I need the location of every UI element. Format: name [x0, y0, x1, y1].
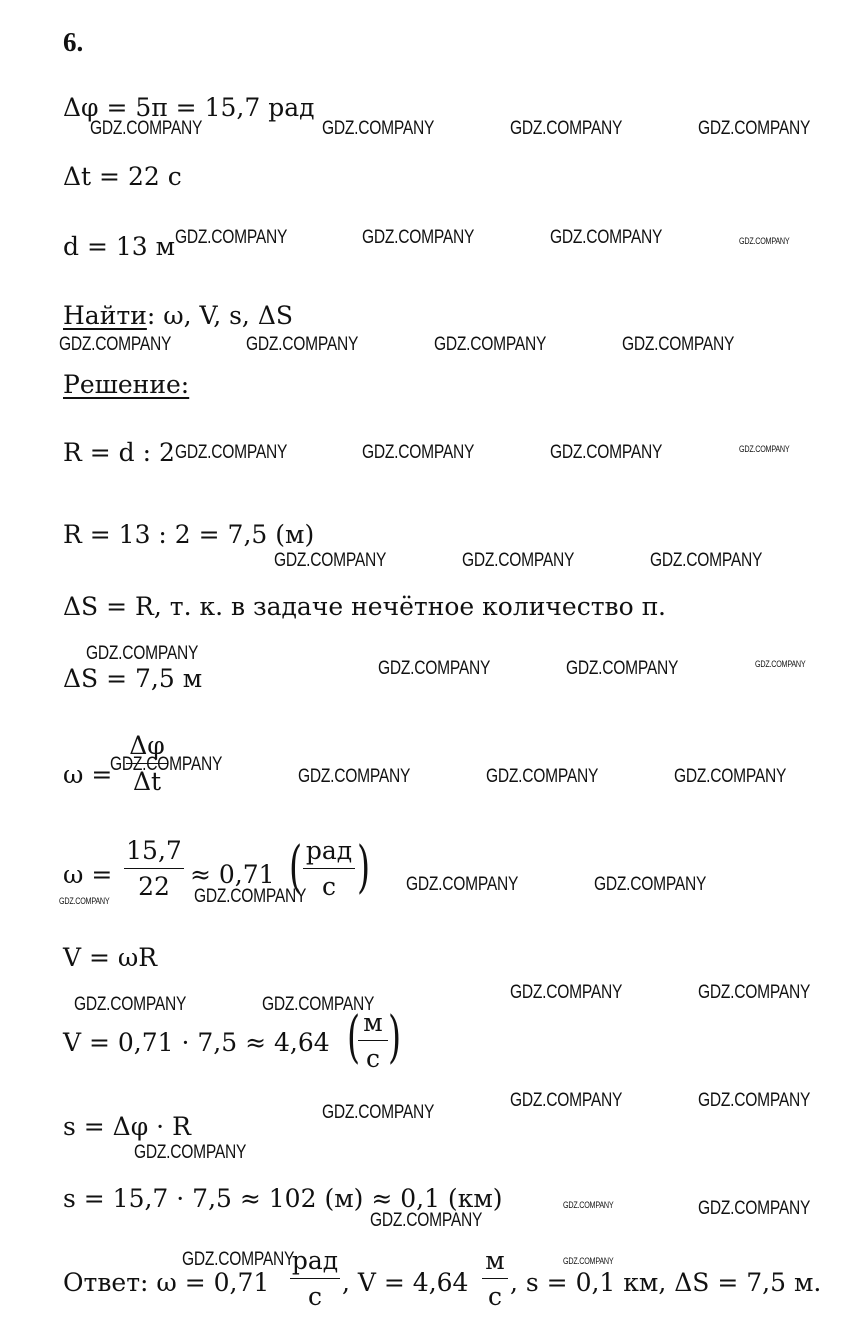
left-paren: ( [289, 835, 303, 900]
left-paren: ( [347, 1005, 361, 1070]
given-delta-phi: Δφ = 5π = 15,7 рад [63, 93, 315, 122]
watermark: GDZ.COMPANY [406, 874, 519, 895]
velocity-unit-num: м [363, 1008, 383, 1037]
fraction-bar [303, 868, 355, 869]
watermark: GDZ.COMPANY [550, 227, 663, 248]
omega-unit-den: с [321, 872, 336, 901]
watermark: GDZ.COMPANY [510, 118, 623, 139]
radius-calc: R = 13 : 2 = 7,5 (м) [63, 520, 315, 549]
watermark: GDZ.COMPANY [698, 1198, 811, 1219]
answer-part2: , V = 4,64 [342, 1268, 469, 1297]
fraction-bar [124, 868, 184, 869]
watermark: GDZ.COMPANY [370, 1210, 483, 1231]
answer-unit1-num: рад [291, 1246, 339, 1275]
answer-unit2-fraction [482, 1248, 508, 1309]
watermark: GDZ.COMPANY [550, 442, 663, 463]
omega-calc-fraction [124, 838, 184, 899]
watermark: GDZ.COMPANY [322, 118, 435, 139]
answer-unit2-num: м [485, 1246, 505, 1275]
radius-formula: R = d : 2 [63, 438, 175, 467]
watermark: GDZ.COMPANY [698, 118, 811, 139]
watermark: GDZ.COMPANY [246, 334, 359, 355]
right-paren: ) [357, 835, 371, 900]
watermark: GDZ.COMPANY [462, 550, 575, 571]
watermark: GDZ.COMPANY [182, 1249, 295, 1270]
omega-lhs: ω = [63, 760, 113, 789]
fraction-bar [482, 1278, 508, 1279]
velocity-unit-fraction [358, 1010, 388, 1071]
delta-s-value: ΔS = 7,5 м [63, 664, 203, 693]
distance-calc: s = 15,7 · 7,5 ≈ 102 (м) ≈ 0,1 (км) [63, 1184, 503, 1213]
omega-unit-num: рад [305, 836, 353, 865]
watermark: GDZ.COMPANY [298, 766, 411, 787]
watermark: GDZ.COMPANY [175, 227, 288, 248]
watermark: GDZ.COMPANY [86, 643, 199, 664]
answer-unit2-den: с [487, 1282, 502, 1311]
find-line [63, 303, 293, 328]
watermark: GDZ.COMPANY [698, 982, 811, 1003]
watermark: GDZ.COMPANY [59, 334, 172, 355]
watermark: GDZ.COMPANY [434, 334, 547, 355]
watermark: GDZ.COMPANY [362, 227, 475, 248]
omega-calc-result: ≈ 0,71 [190, 860, 275, 889]
watermark: GDZ.COMPANY [563, 1256, 614, 1266]
watermark: GDZ.COMPANY [622, 334, 735, 355]
delta-s-reason: ΔS = R, т. к. в задаче нечётное количество π. [63, 592, 667, 621]
watermark: GDZ.COMPANY [510, 982, 623, 1003]
watermark: GDZ.COMPANY [674, 766, 787, 787]
omega-unit-fraction [303, 838, 355, 899]
watermark: GDZ.COMPANY [755, 659, 806, 669]
watermark: GDZ.COMPANY [74, 994, 187, 1015]
problem-number: 6. [63, 27, 84, 57]
fraction-bar [290, 1278, 340, 1279]
watermark: GDZ.COMPANY [739, 236, 790, 246]
watermark: GDZ.COMPANY [594, 874, 707, 895]
omega-calc-num: 15,7 [126, 836, 182, 865]
fraction-bar [358, 1040, 388, 1041]
answer-part3: , s = 0,1 км, ΔS = 7,5 м. [510, 1268, 822, 1297]
answer-part1: Ответ: ω = 0,71 [63, 1268, 270, 1297]
watermark: GDZ.COMPANY [378, 658, 491, 679]
watermark: GDZ.COMPANY [362, 442, 475, 463]
watermark: GDZ.COMPANY [262, 994, 375, 1015]
omega-num: Δφ [129, 731, 165, 760]
solution-label: Решение: [63, 370, 190, 399]
distance-formula: s = Δφ · R [63, 1112, 191, 1141]
right-paren: ) [388, 1005, 402, 1070]
watermark: GDZ.COMPANY [90, 118, 203, 139]
given-diameter: d = 13 м [63, 232, 176, 261]
omega-calc-lhs: ω = [63, 860, 113, 889]
watermark: GDZ.COMPANY [510, 1090, 623, 1111]
omega-den: Δt [132, 767, 162, 796]
watermark: GDZ.COMPANY [486, 766, 599, 787]
watermark: GDZ.COMPANY [274, 550, 387, 571]
answer-unit1-den: с [307, 1282, 322, 1311]
find-label: Найти [63, 301, 147, 330]
answer-unit1-fraction [290, 1248, 340, 1309]
watermark: GDZ.COMPANY [194, 886, 307, 907]
watermark: GDZ.COMPANY [59, 896, 110, 906]
watermark: GDZ.COMPANY [563, 1200, 614, 1210]
watermark: GDZ.COMPANY [650, 550, 763, 571]
omega-calc-den: 22 [138, 872, 170, 901]
watermark: GDZ.COMPANY [110, 754, 223, 775]
watermark: GDZ.COMPANY [322, 1102, 435, 1123]
watermark: GDZ.COMPANY [566, 658, 679, 679]
velocity-unit-den: с [365, 1044, 380, 1073]
velocity-calc: V = 0,71 · 7,5 ≈ 4,64 [63, 1028, 330, 1057]
find-unknowns: : ω, V, s, ΔS [146, 301, 294, 330]
velocity-formula: V = ωR [63, 943, 158, 972]
given-delta-t: Δt = 22 с [63, 162, 182, 191]
watermark: GDZ.COMPANY [175, 442, 288, 463]
watermark: GDZ.COMPANY [739, 444, 790, 454]
watermark: GDZ.COMPANY [134, 1142, 247, 1163]
watermark: GDZ.COMPANY [698, 1090, 811, 1111]
